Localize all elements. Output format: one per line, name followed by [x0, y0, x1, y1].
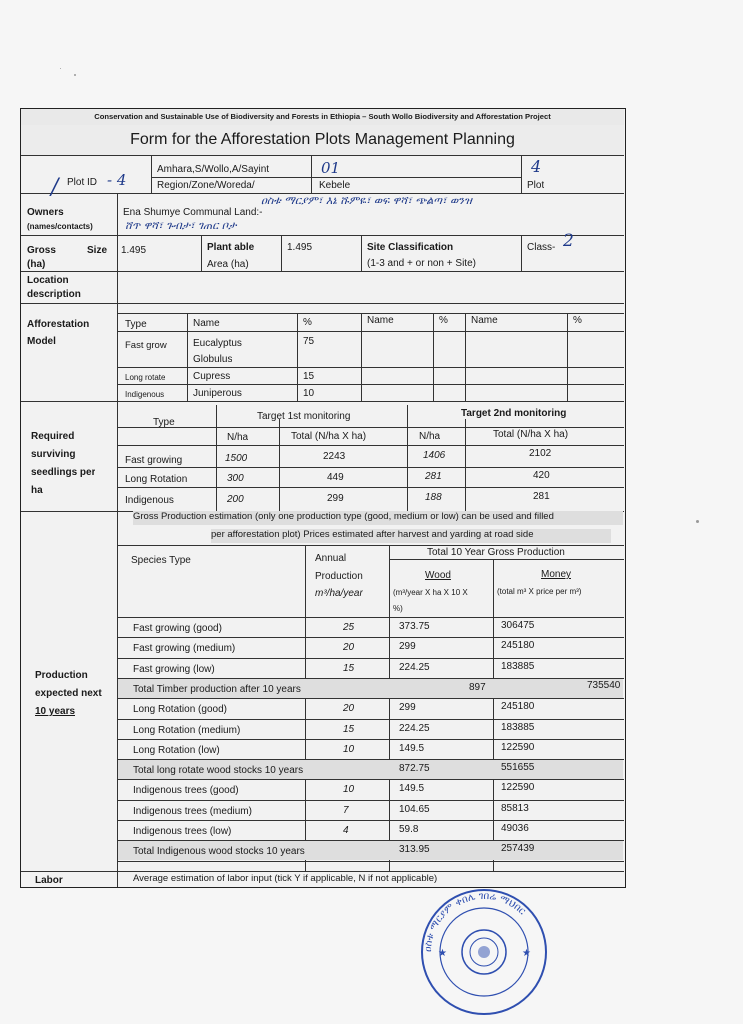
production-row-annual: 15: [343, 724, 355, 735]
afforestation-sublabel: Model: [27, 336, 56, 347]
seedlings-label-3: seedlings per: [31, 467, 96, 478]
production-row-money: 551655: [501, 762, 535, 773]
production-label-1: Production: [35, 670, 88, 681]
gross-size-label: Size: [87, 245, 108, 256]
annual-header-2: Production: [315, 571, 363, 582]
seed-row-type: Fast growing: [125, 455, 183, 466]
production-row-annual: 10: [343, 784, 355, 795]
seed-row-n2: 188: [425, 492, 442, 503]
production-row-money: 257439: [501, 843, 535, 854]
owners-sublabel: (names/contacts): [27, 222, 93, 231]
production-row-money: 306475: [501, 620, 535, 631]
production-row-wood: 872.75: [399, 763, 430, 774]
aff-header-name-1: Name: [193, 318, 220, 329]
total-header-2: Total (N/ha X ha): [493, 429, 569, 440]
production-row-wood: 149.5: [399, 783, 425, 794]
seed-row-t1: 2243: [323, 451, 346, 462]
nha-header-1: N/ha: [227, 432, 249, 443]
seedlings-label-4: ha: [31, 485, 43, 496]
total-header-1: Total (N/ha X ha): [291, 431, 367, 442]
seedlings-label-1: Required: [31, 431, 75, 442]
svg-text:★: ★: [522, 948, 531, 959]
production-row-wood: 897: [469, 682, 486, 693]
production-row-annual: 15: [343, 663, 355, 674]
seed-row-t2: 281: [533, 491, 550, 502]
seed-row-n2: 1406: [423, 450, 446, 461]
aff-row-type: Fast grow: [125, 340, 167, 351]
site-label: Site Classification: [367, 242, 454, 253]
kebele-handwritten: 01: [321, 159, 341, 177]
seed-row-type: Indigenous: [125, 495, 174, 506]
production-row-species: Fast growing (low): [133, 664, 215, 675]
seed-row-t1: 449: [327, 472, 344, 483]
scan-speck: [60, 68, 61, 69]
production-row-annual: 7: [343, 805, 349, 816]
aff-row-pct: 75: [303, 336, 315, 347]
gross-label: Gross: [27, 245, 56, 256]
nha-header-2: N/ha: [419, 431, 441, 442]
scan-speck: [74, 74, 76, 76]
production-row-annual: 25: [343, 622, 355, 633]
kebele-label: Kebele: [319, 180, 351, 191]
production-row-money: 49036: [501, 823, 529, 834]
production-label-3: 10 years: [35, 706, 76, 717]
owners-handwritten-1: ዐስቱ ማርያም፣ እኔ ሹምዬ፣ ወፍ ዋሻ፣ ጭልጣ፣ ወንዝ: [261, 194, 472, 207]
aff-header-type: Type: [125, 319, 147, 330]
production-row-money: 183885: [501, 722, 535, 733]
labor-value: Average estimation of labor input (tick Y if applicable, N if not applicable): [133, 873, 438, 884]
plot-id-slash: /: [51, 175, 59, 200]
aff-row-type: Long rotate: [125, 373, 166, 382]
production-row-wood: 373.75: [399, 621, 430, 632]
production-row-species: Fast growing (good): [133, 623, 222, 634]
production-total-label: Total Indigenous wood stocks 10 years: [133, 846, 305, 857]
production-row-species: Indigenous trees (good): [133, 785, 239, 796]
production-row-wood: 149.5: [399, 743, 425, 754]
production-row-money: 85813: [501, 803, 529, 814]
plot-id-label: Plot ID: [67, 177, 98, 188]
production-row-wood: 299: [399, 641, 416, 652]
afforestation-label: Afforestation: [27, 319, 90, 330]
production-note-1: Gross Production estimation (only one production type (good, medium or low) can be used and filled: [133, 511, 623, 525]
aff-row-pct: 10: [303, 388, 315, 399]
gross-value: 1.495: [121, 245, 147, 256]
owners-label: Owners: [27, 207, 64, 218]
seed-row-t2: 2102: [529, 448, 552, 459]
production-row-species: Indigenous trees (medium): [133, 806, 252, 817]
seed-row-t1: 299: [327, 493, 344, 504]
aff-header-pct-1: %: [303, 317, 312, 328]
seedlings-label-2: surviving: [31, 449, 76, 460]
seed-row-n1: 1500: [225, 453, 248, 464]
plot-id-handwritten: - 4: [107, 171, 127, 189]
production-row-wood: 59.8: [399, 824, 419, 835]
official-stamp: [418, 886, 550, 1018]
class-label: Class-: [527, 242, 556, 253]
wood-sub-1: (m³/year X ha X 10 X: [393, 588, 468, 597]
production-row-wood: 104.65: [399, 804, 430, 815]
aff-row-name: Cupress: [193, 371, 231, 382]
plantable-label: Plant able: [207, 242, 255, 253]
annual-header-3: m³/ha/year: [315, 588, 363, 599]
form-title: Form for the Afforestation Plots Management Planning: [21, 125, 624, 156]
seed-row-n2: 281: [425, 471, 442, 482]
annual-header-1: Annual: [315, 553, 347, 564]
money-sub: (total m³ X price per m³): [497, 587, 582, 596]
seed-row-t2: 420: [533, 470, 550, 481]
afforestation-form: [20, 108, 626, 888]
seed-row-n1: 300: [227, 473, 244, 484]
total10-header: Total 10 Year Gross Production: [427, 547, 565, 558]
seed-type-header: Type: [153, 417, 175, 428]
aff-header-name-3: Name: [471, 315, 498, 326]
production-row-species: Fast growing (medium): [133, 643, 236, 654]
aff-row-type: Indigenous: [125, 390, 165, 399]
production-row-annual: 4: [343, 825, 349, 836]
production-row-wood: 313.95: [399, 844, 430, 855]
production-row-annual: 20: [343, 703, 355, 714]
production-row-species: Long Rotation (good): [133, 704, 227, 715]
project-title: Conservation and Sustainable Use of Biodiversity and Forests in Ethiopia – South Wollo Biodiversity and Afforestation Project: [21, 109, 624, 126]
production-row-annual: 20: [343, 642, 355, 653]
region-label: Region/Zone/Woreda/: [157, 180, 255, 191]
gross-unit: (ha): [27, 259, 46, 270]
seed-row-n1: 200: [227, 494, 244, 505]
aff-header-name-2: Name: [367, 315, 394, 326]
plantable-value: 1.495: [287, 242, 313, 253]
aff-header-pct-2: %: [439, 315, 448, 326]
scan-speck: [696, 520, 699, 523]
production-row-wood: 299: [399, 702, 416, 713]
production-row-money: 122590: [501, 742, 535, 753]
species-type-header: Species Type: [131, 555, 191, 566]
production-row-money: 122590: [501, 782, 535, 793]
class-handwritten: 2: [563, 231, 574, 251]
plot-label: Plot: [527, 180, 545, 191]
money-header: Money: [541, 569, 572, 580]
plot-handwritten: 4: [531, 157, 542, 176]
svg-text:★: ★: [438, 948, 447, 959]
production-row-money: 245180: [501, 640, 535, 651]
site-sub: (1-3 and + or non + Site): [367, 258, 476, 269]
production-row-annual: 10: [343, 744, 355, 755]
location-label: Location: [27, 275, 69, 286]
production-label-2: expected next: [35, 688, 102, 699]
production-total-label: Total Timber production after 10 years: [133, 684, 301, 695]
location-sublabel: description: [27, 289, 81, 300]
labor-label: Labor: [35, 875, 63, 886]
production-row-species: Long Rotation (medium): [133, 725, 241, 736]
wood-header: Wood: [425, 570, 451, 581]
aff-row-name: Juniperous: [193, 388, 242, 399]
target1-header: Target 1st monitoring: [257, 411, 351, 422]
production-row-species: Long Rotation (low): [133, 745, 220, 756]
production-note-2: per afforestation plot) Prices estimated after harvest and yarding at road side: [211, 529, 611, 543]
plantable-sub: Area (ha): [207, 259, 249, 270]
production-row-species: Indigenous trees (low): [133, 826, 232, 837]
aff-header-pct-3: %: [573, 315, 582, 326]
aff-row-pct: 15: [303, 371, 315, 382]
seed-row-type: Long Rotation: [125, 474, 188, 485]
production-row-money: 245180: [501, 701, 535, 712]
aff-row-name-2: Globulus: [193, 354, 233, 365]
production-row-wood: 224.25: [399, 723, 430, 734]
owners-handwritten-2: ሸጥ ዋሻ፣ ጉብታ፣ ገጠር ቦታ: [125, 219, 237, 232]
production-row-money: 183885: [501, 661, 535, 672]
target2-header: Target 2nd monitoring: [461, 408, 567, 419]
owners-value: Ena Shumye Communal Land:-: [123, 207, 263, 218]
production-row-wood: 224.25: [399, 662, 430, 673]
stamp-text: ዐስቱ ማርያም ቀበሌ ገበሬ ማህበር: [422, 890, 528, 953]
aff-row-name: Eucalyptus: [193, 338, 242, 349]
production-total-label: Total long rotate wood stocks 10 years: [133, 765, 304, 776]
wood-sub-2: %): [393, 604, 403, 613]
region-value: Amhara,S/Wollo,A/Sayint: [157, 164, 270, 175]
production-row-money: 735540: [587, 680, 621, 691]
